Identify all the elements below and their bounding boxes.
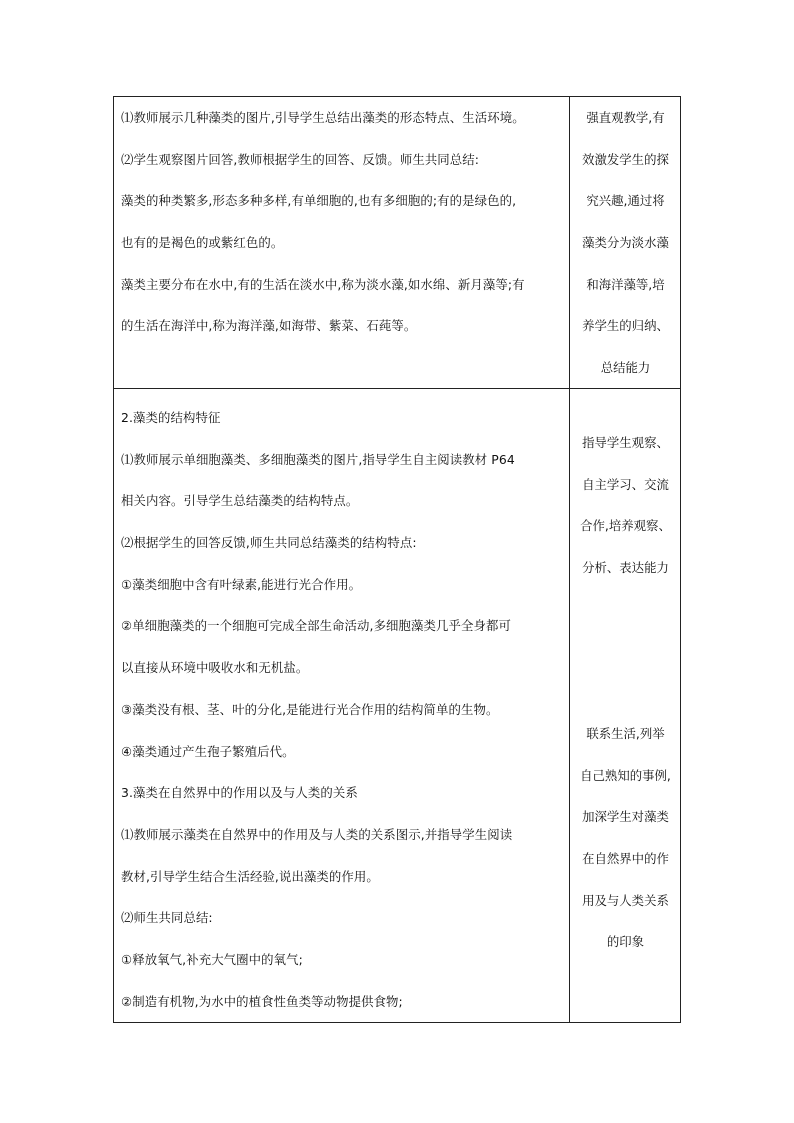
intent-line: 在自然界中的作 <box>582 851 669 867</box>
text-line: ④藻类通过产生孢子繁殖后代。 <box>121 743 295 759</box>
text-line: ⑴教师展示单细胞藻类、多细胞藻类的图片,指导学生自主阅读教材 P64 <box>121 451 515 467</box>
intent-line: 自己熟知的事例, <box>580 767 671 783</box>
intent-line: 藻类分为淡水藻 <box>582 235 669 251</box>
text-line: ②制造有机物,为水中的植食性鱼类等动物提供食物; <box>121 993 403 1009</box>
intent-line: 合作,培养观察、 <box>580 518 671 534</box>
row1-intent-cell <box>570 97 681 389</box>
intent-line: 强直观教学,有 <box>586 110 665 125</box>
text-line: 以直接从环境中吸收水和无机盐。 <box>121 660 309 676</box>
intent-line: 联系生活,列举 <box>586 726 665 741</box>
text-line: ①藻类细胞中含有叶绿素,能进行光合作用。 <box>121 576 362 592</box>
intent-line: 加深学生对藻类 <box>582 809 669 825</box>
intent-line: 效激发学生的探 <box>582 151 669 167</box>
text-line: 藻类主要分布在水中,有的生活在淡水中,称为淡水藻,如水绵、新月藻等;有 <box>121 276 525 292</box>
text-line: 藻类的种类繁多,形态多种多样,有单细胞的,也有多细胞的;有的是绿色的, <box>121 193 517 209</box>
text-line: ②单细胞藻类的一个细胞可完成全部生命活动,多细胞藻类几乎全身都可 <box>121 618 511 634</box>
text-line: ⑵师生共同总结: <box>121 910 213 926</box>
section-heading: 2.藻类的结构特征 <box>121 410 221 425</box>
text-line: 相关内容。引导学生总结藻类的结构特点。 <box>121 493 359 509</box>
intent-line: 自主学习、交流 <box>582 476 669 492</box>
intent-line: 究兴趣,通过将 <box>586 193 665 209</box>
text-line: ③藻类没有根、茎、叶的分化,是能进行光合作用的结构简单的生物。 <box>121 701 499 717</box>
intent-line: 指导学生观察、 <box>582 435 669 450</box>
text-line: ⑵根据学生的回答反馈,师生共同总结藻类的结构特点: <box>121 535 417 551</box>
intent-line: 的印象 <box>606 934 645 950</box>
intent-line: 分析、表达能力 <box>582 560 669 576</box>
text-line: ⑵学生观察图片回答,教师根据学生的回答、反馈。师生共同总结: <box>121 151 480 167</box>
text-line: ⑴教师展示藻类在自然界中的作用及与人类的关系图示,并指导学生阅读 <box>121 826 513 842</box>
intent-line: 总结能力 <box>600 360 651 376</box>
text-line: ⑴教师展示几种藻类的图片,引导学生总结出藻类的形态特点、生活环境。 <box>121 110 525 125</box>
row2-intent-cell-b <box>570 713 681 963</box>
text-line: 教材,引导学生结合生活经验,说出藻类的作用。 <box>121 868 379 884</box>
section-heading: 3.藻类在自然界中的作用以及与人类的关系 <box>121 785 358 801</box>
text-line: 的生活在海洋中,称为海洋藻,如海带、紫菜、石莼等。 <box>121 318 417 334</box>
lesson-table <box>113 96 681 1023</box>
text-line: ①释放氧气,补充大气圈中的氧气; <box>121 951 303 967</box>
intent-line: 和海洋藻等,培 <box>586 276 665 292</box>
row1-main-cell <box>121 97 567 347</box>
text-line: 也有的是褐色的或紫红色的。 <box>121 235 284 251</box>
intent-line: 养学生的归纳、 <box>582 318 669 334</box>
row2-intent-cell-a <box>570 422 681 589</box>
row2-main-cell <box>121 397 567 1022</box>
intent-line: 用及与人类关系 <box>582 892 669 908</box>
